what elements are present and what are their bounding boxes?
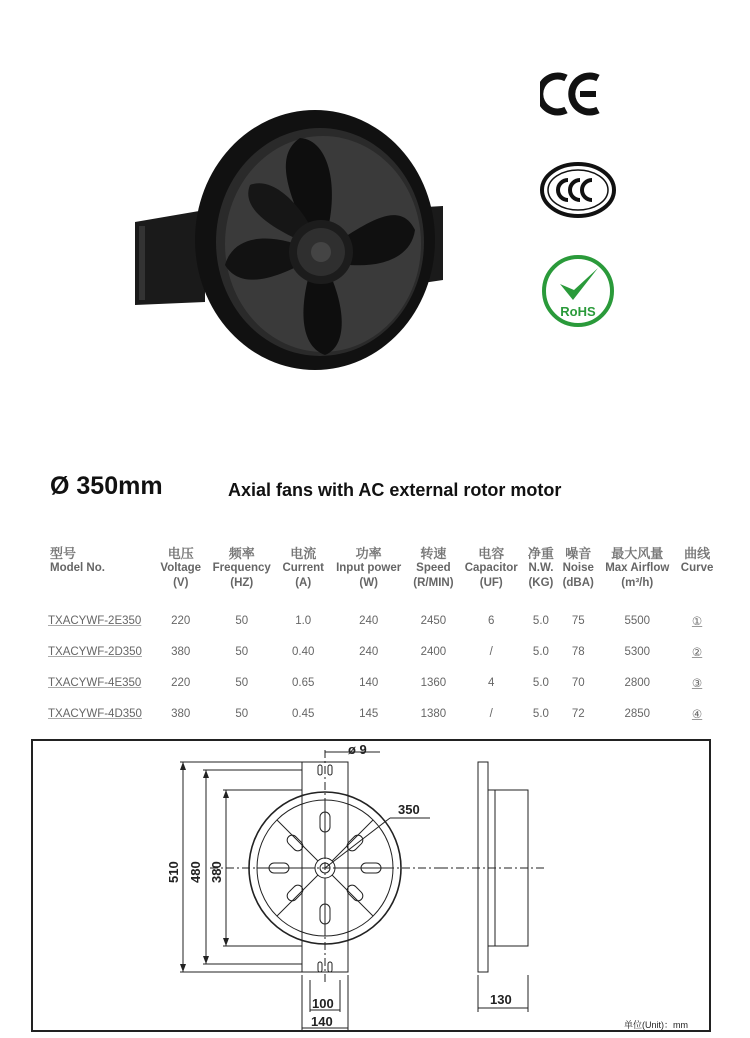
table-cell: 78 xyxy=(571,645,585,658)
svg-text:RoHS: RoHS xyxy=(560,304,596,319)
column-header-en: Model No. xyxy=(50,562,105,574)
table-cell: 2850 xyxy=(624,707,651,720)
table-cell: 220 xyxy=(171,676,191,689)
column-header-cn: 频率 xyxy=(228,546,255,561)
table-cell: ④ xyxy=(691,708,703,721)
table-cell: 50 xyxy=(235,676,249,689)
table-cell: 50 xyxy=(235,645,249,658)
diameter-dim-label: 350 xyxy=(398,802,420,817)
table-cell: 4 xyxy=(488,676,495,689)
table-cell: / xyxy=(489,645,493,658)
table-cell: 0.40 xyxy=(292,645,315,658)
column-header-cn: 电容 xyxy=(478,546,505,561)
table-cell: 0.65 xyxy=(292,676,315,689)
table-cell: ① xyxy=(691,615,703,628)
side-view xyxy=(440,762,545,1012)
table-cell: 240 xyxy=(359,614,379,627)
width-outer-label: 140 xyxy=(311,1014,333,1029)
diameter-symbol: Ø xyxy=(50,472,70,500)
table-cell: TXACYWF-4E350 xyxy=(48,676,142,689)
column-header-cn: 净重 xyxy=(527,546,554,561)
column-header-cn: 电压 xyxy=(167,546,194,561)
table-cell: 0.45 xyxy=(292,707,315,720)
column-header-en: Input power xyxy=(336,562,402,574)
table-cell: 220 xyxy=(171,614,191,627)
table-cell: 2400 xyxy=(420,645,447,658)
table-cell: 5500 xyxy=(624,614,651,627)
height-inner-label: 380 xyxy=(209,861,224,883)
column-header-en: Capacitor xyxy=(464,562,518,574)
column-header-en: N.W. xyxy=(528,562,554,574)
column-header-en: Voltage xyxy=(160,562,202,574)
table-cell: ② xyxy=(691,646,703,659)
column-header-en: Frequency xyxy=(212,562,271,574)
table-cell: 1.0 xyxy=(295,614,312,627)
column-header-cn: 功率 xyxy=(355,546,382,561)
unit-note: 单位(Unit)：mm xyxy=(624,1020,688,1030)
product-title: Axial fans with AC external rotor motor xyxy=(228,480,562,500)
column-header-cn: 曲线 xyxy=(684,546,711,561)
column-header-unit: (dBA) xyxy=(562,577,594,589)
table-cell: 2450 xyxy=(420,614,447,627)
table-cell: 140 xyxy=(359,676,379,689)
column-header-unit: (V) xyxy=(173,577,189,589)
table-cell: 5.0 xyxy=(532,676,549,689)
column-header-unit: (W) xyxy=(359,577,378,589)
column-header-cn: 噪音 xyxy=(565,546,592,561)
table-cell: 50 xyxy=(235,707,249,720)
table-cell: 5.0 xyxy=(532,645,549,658)
column-header-unit: (m³/h) xyxy=(621,577,654,589)
table-cell: TXACYWF-2D350 xyxy=(48,645,142,658)
table-cell: 72 xyxy=(571,707,585,720)
column-header-en: Curve xyxy=(680,562,714,574)
table-cell: ③ xyxy=(691,677,703,690)
column-header-unit: (A) xyxy=(295,577,312,589)
width-inner-label: 100 xyxy=(312,996,334,1011)
table-cell: TXACYWF-2E350 xyxy=(48,614,142,627)
table-cell: TXACYWF-4D350 xyxy=(48,707,142,720)
table-cell: 70 xyxy=(571,676,585,689)
table-cell: 145 xyxy=(359,707,379,720)
column-header-cn: 转速 xyxy=(420,546,447,561)
hole-dim-label: ø 9 xyxy=(348,742,367,757)
table-cell: 5.0 xyxy=(532,707,549,720)
table-cell: 5300 xyxy=(624,645,651,658)
column-header-unit: (KG) xyxy=(528,577,554,589)
table-cell: 6 xyxy=(488,614,495,627)
column-header-en: Current xyxy=(282,562,324,574)
column-header-en: Max Airflow xyxy=(605,562,670,574)
column-header-en: Speed xyxy=(416,562,451,574)
column-header-cn: 电流 xyxy=(290,546,317,561)
table-cell: 1380 xyxy=(420,707,447,720)
fan-size: 350mm xyxy=(76,472,163,500)
height-outer-label: 510 xyxy=(166,861,181,883)
table-cell: 380 xyxy=(171,645,191,658)
table-cell: 240 xyxy=(359,645,379,658)
column-header-cn: 型号 xyxy=(50,546,77,561)
height-mid-label: 480 xyxy=(188,861,203,883)
column-header-unit: (R/MIN) xyxy=(413,577,454,589)
depth-label: 130 xyxy=(490,992,512,1007)
table-cell: 5.0 xyxy=(532,614,549,627)
table-cell: 2800 xyxy=(624,676,651,689)
table-cell: 380 xyxy=(171,707,191,720)
column-header-unit: (HZ) xyxy=(230,577,254,589)
table-cell: 50 xyxy=(235,614,249,627)
table-cell: 75 xyxy=(571,614,585,627)
column-header-cn: 最大风量 xyxy=(611,546,664,561)
table-cell: / xyxy=(489,707,493,720)
table-cell: 1360 xyxy=(420,676,447,689)
column-header-unit: (UF) xyxy=(479,577,503,589)
column-header-en: Noise xyxy=(562,562,594,574)
